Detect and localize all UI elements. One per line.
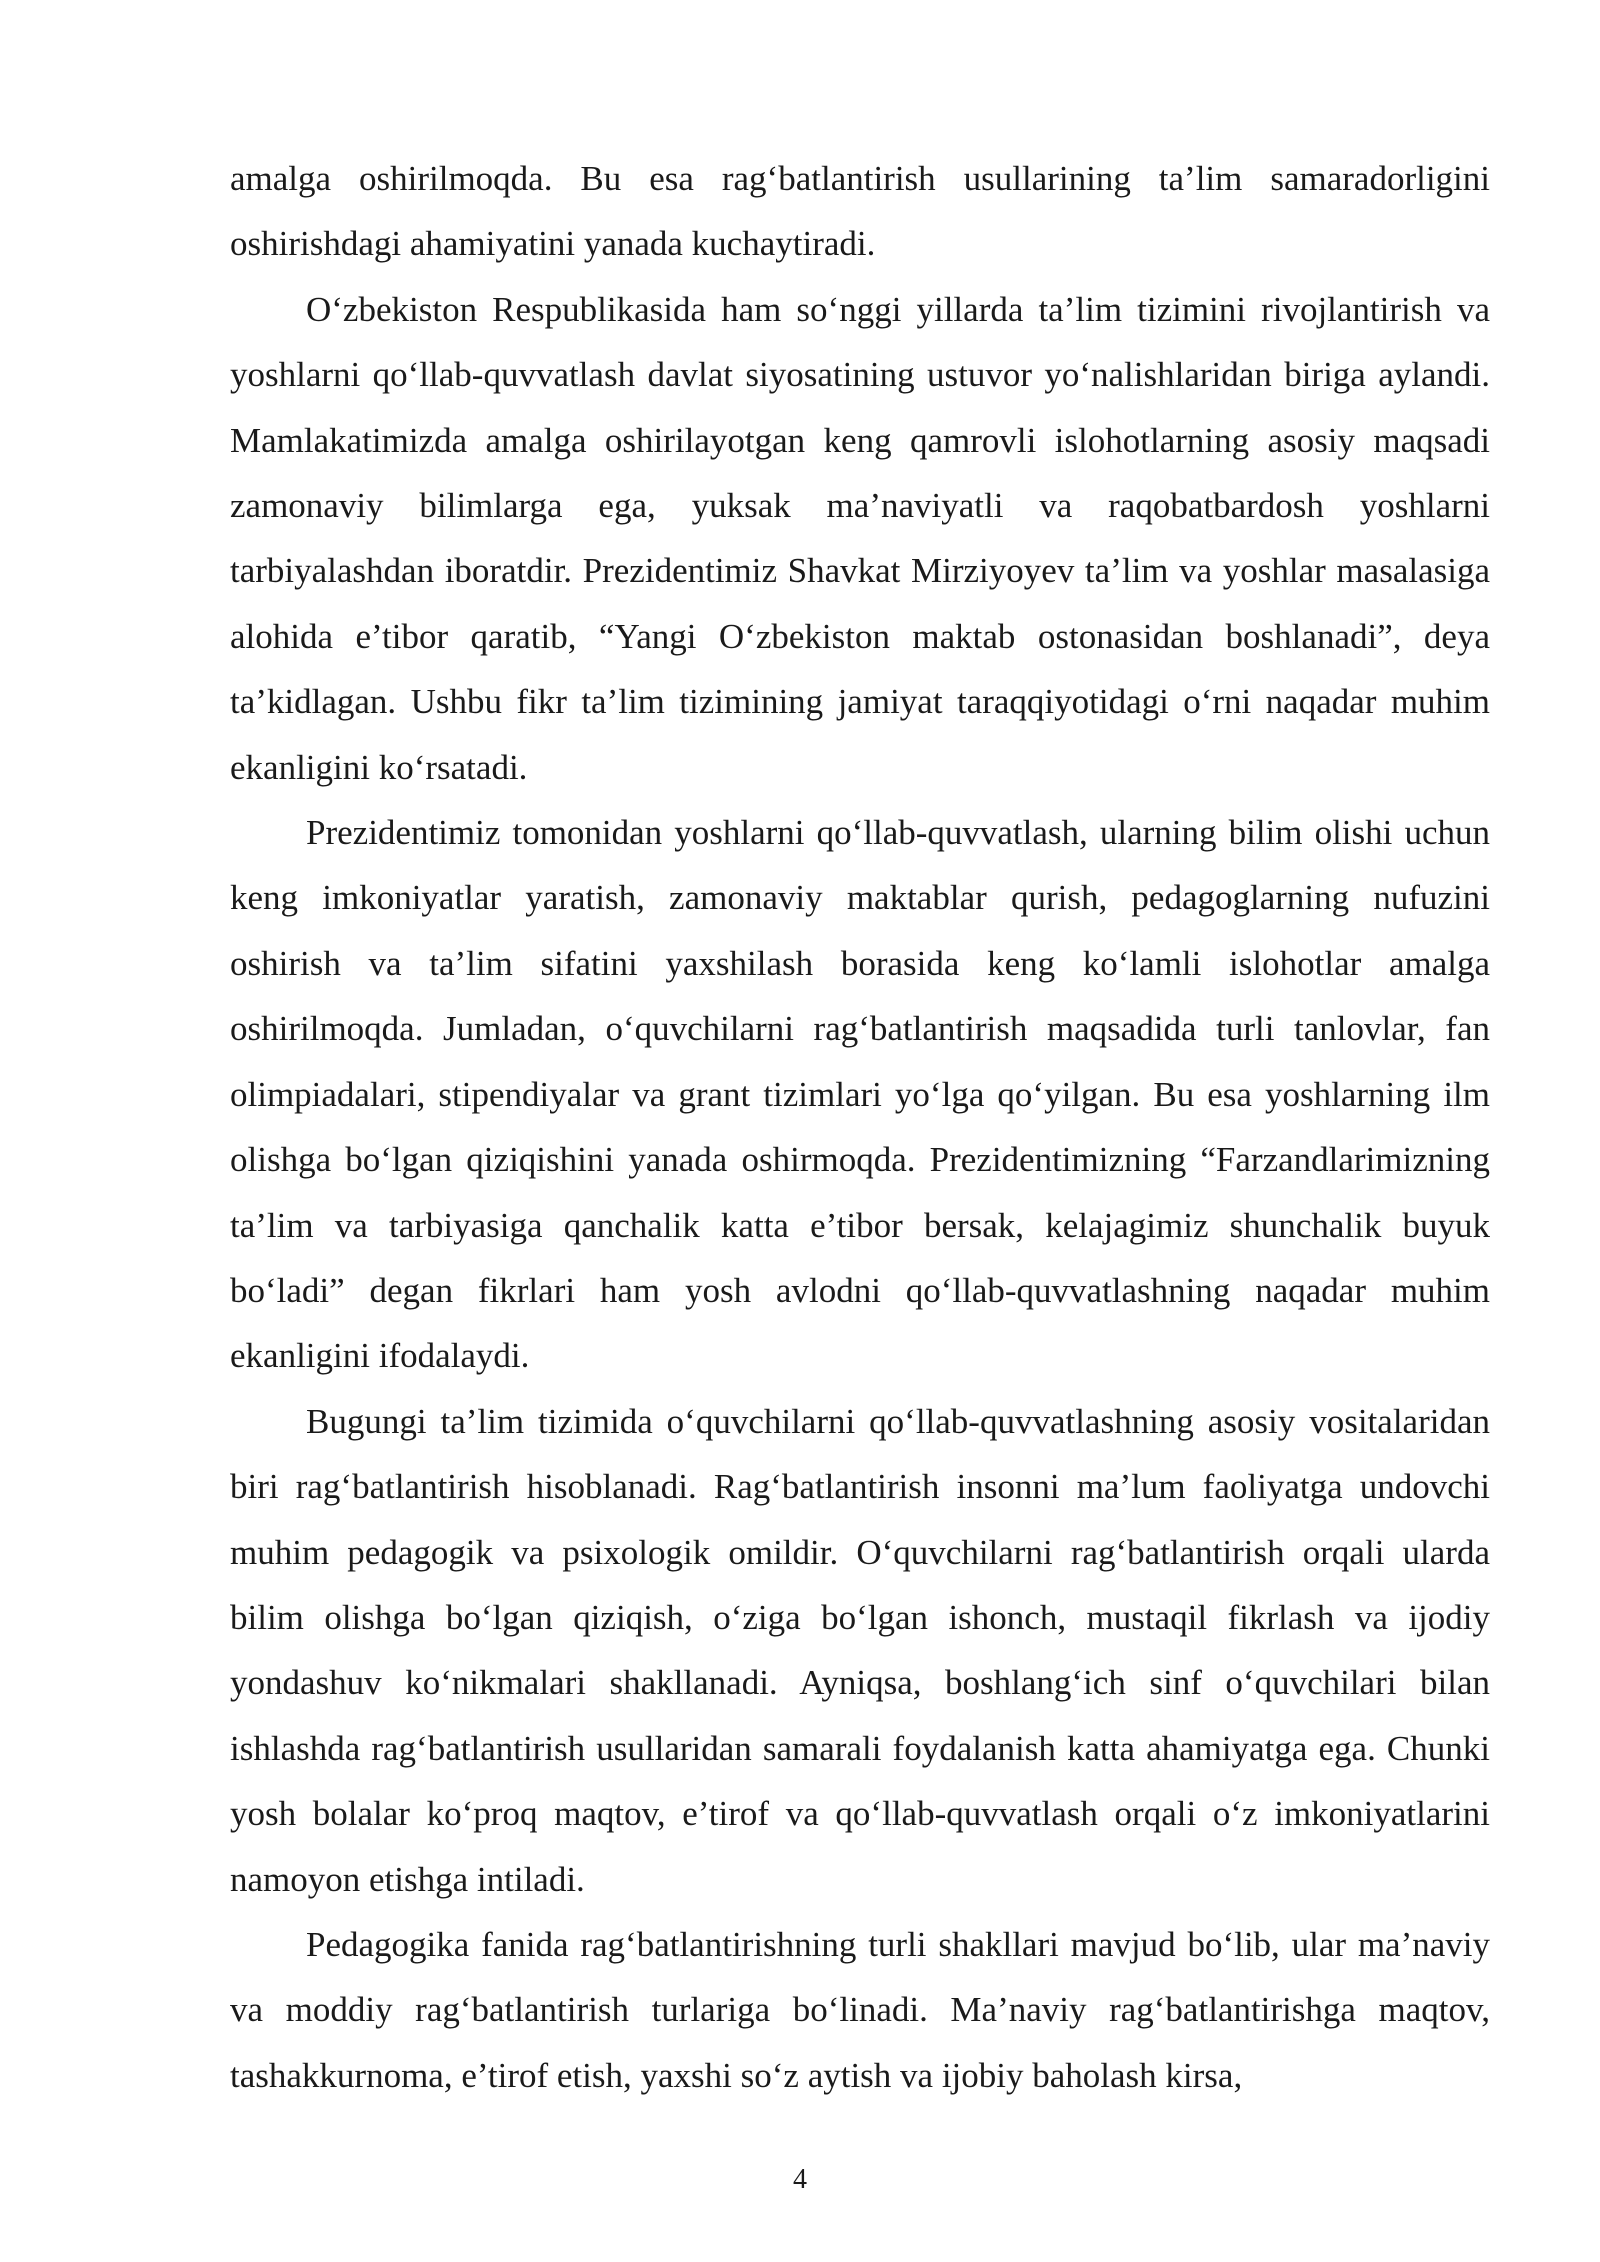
paragraph: O‘zbekiston Respublikasida ham so‘nggi yillarda ta’lim tizimini rivojlantirish va yoshlarni qo‘llab-quvvatlash davlat siyosatining ustuvor yo‘nalishlaridan biriga aylandi. Mamlakatimizda amalga oshirilayotgan keng qamrovli islohotlarning asosiy maqsadi zamonaviy bilimlarga ega, yuksak ma’naviyatli va raqobatbardosh yoshlarni tarbiyalashdan iboratdir. Prezidentimiz Shavkat Mirziyoyev ta’lim va yoshlar masalasiga alohida e’tibor qaratib, “Yangi O‘zbekiston maktab ostonasidan boshlanadi”, deya ta’kidlagan. Ushbu fikr ta’lim tizimining jamiyat taraqqiyotidagi o‘rni naqadar muhim ekanligini ko‘rsatadi. [230, 289, 1490, 787]
paragraph: Pedagogika fanida rag‘batlantirishning turli shakllari mavjud bo‘lib, ular ma’naviy va moddiy rag‘batlantirish turlariga bo‘linadi. Ma’naviy rag‘batlantirishga maqtov, tashakkurnoma, e’tirof etish, yaxshi so‘z aytish va ijobiy baholash kirsa, [230, 1924, 1490, 2095]
paragraph-continued: amalga oshirilmoqda. Bu esa rag‘batlantirish usullarining ta’lim samaradorligini oshirishdagi ahamiyatini yanada kuchaytiradi. [230, 159, 1490, 264]
paragraph: Bugungi ta’lim tizimida o‘quvchilarni qo‘llab-quvvatlashning asosiy vositalaridan biri rag‘batlantirish hisoblanadi. Rag‘batlantirish insonni ma’lum faoliyatga undovchi muhim pedagogik va psixologik omildir. O‘quvchilarni rag‘batlantirish orqali ularda bilim olishga bo‘lgan qiziqish, o‘ziga bo‘lgan ishonch, mustaqil fikrlash va ijodiy yondashuv ko‘nikmalari shakllanadi. Ayniqsa, boshlang‘ich sinf o‘quvchilari bilan ishlashda rag‘batlantirish usullaridan samarali foydalanish katta ahamiyatga ega. Chunki yosh bolalar ko‘proq maqtov, e’tirof va qo‘llab-quvvatlash orqali o‘z imkoniyatlarini namoyon etishga intiladi. [230, 1401, 1490, 1899]
document-body [230, 146, 1490, 2108]
page-number: 4 [793, 2164, 807, 2195]
paragraph: Prezidentimiz tomonidan yoshlarni qo‘llab-quvvatlash, ularning bilim olishi uchun keng imkoniyatlar yaratish, zamonaviy maktablar qurish, pedagoglarning nufuzini oshirish va ta’lim sifatini yaxshilash borasida keng ko‘lamli islohotlar amalga oshirilmoqda. Jumladan, o‘quvchilarni rag‘batlantirish maqsadida turli tanlovlar, fan olimpiadalari, stipendiyalar va grant tizimlari yo‘lga qo‘yilgan. Bu esa yoshlarning ilm olishga bo‘lgan qiziqishini yanada oshirmoqda. Prezidentimizning “Farzandlarimizning ta’lim va tarbiyasiga qanchalik katta e’tibor bersak, kelajagimiz shunchalik buyuk bo‘ladi” degan fikrlari ham yosh avlodni qo‘llab-quvvatlashning naqadar muhim ekanligini ifodalaydi. [230, 813, 1490, 1376]
